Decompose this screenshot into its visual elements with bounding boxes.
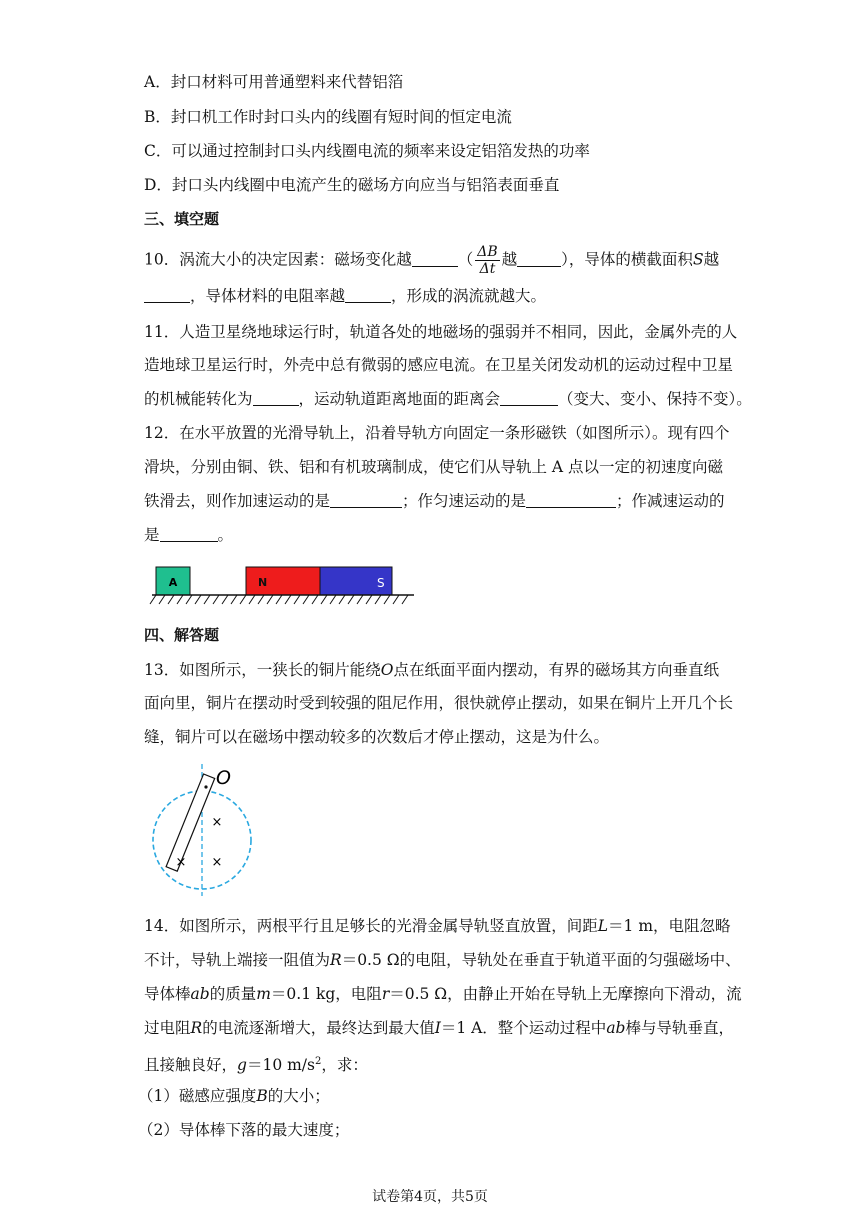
field-cross-mark: × [175,855,187,870]
question-10-line-2: ，导体材料的电阻率越 ，形成的涡流就越大。 [144,286,546,306]
question-14-line-1: 14．如图所示，两根平行且足够长的光滑金属导轨竖直放置，间距L＝1 m，电阻忽略 [144,917,731,935]
hatch-stroke [213,595,219,604]
hatch-stroke [222,595,228,604]
blank[interactable] [412,251,458,267]
hatch-stroke [240,595,246,604]
question-12-line-4: 是 。 [144,526,234,544]
field-cross-mark: × [211,815,223,830]
hatch-stroke [159,595,165,604]
rail-magnet-figure [148,562,418,608]
option-d: D．封口头内线圈中电流产生的磁场方向应当与铝箔表面垂直 [144,176,560,194]
blank[interactable] [345,287,391,303]
field-cross-mark: × [211,855,223,870]
question-14-line-2: 不计，导轨上端接一阻值为R＝0.5 Ω的电阻，导轨处在垂直于轨道平面的匀强磁场中、 [144,951,741,969]
hatch-stroke [339,595,345,604]
hatch-stroke [294,595,300,604]
hatch-stroke [177,595,183,604]
page-footer: 试卷第4页，共5页 [372,1189,488,1205]
pivot-point [204,785,207,788]
option-b: B．封口机工作时封口头内的线圈有短时间的恒定电流 [144,108,512,126]
hatch-stroke [375,595,381,604]
section-heading-answer: 四、解答题 [144,626,220,644]
blank[interactable] [253,390,299,406]
question-13-line-1: 13．如图所示，一狭长的铜片能绕O点在纸面平面内摆动，有界的磁场其方向垂直纸 [144,661,719,679]
hatch-stroke [321,595,327,604]
question-13-line-2: 面向里，铜片在摆动时受到较强的阻尼作用，很快就停止摆动，如果在铜片上开几个长 [144,694,734,712]
question-14-line-4: 过电阻R的电流逐渐增大，最终达到最大值I＝1 A．整个运动过程中ab棒与导轨垂直， [144,1019,734,1037]
question-12-line-1: 12．在水平放置的光滑导轨上，沿着导轨方向固定一条形磁铁（如图所示）。现有四个 [144,424,730,442]
option-a: A．封口材料可用普通塑料来代替铝箔 [144,73,404,91]
hatch-stroke [276,595,282,604]
magnet-s-label: S [377,576,385,590]
question-14-sub-1: （1）磁感应强度B的大小； [138,1087,330,1105]
blank[interactable] [144,287,190,303]
blank[interactable] [500,390,558,406]
hatch-stroke [348,595,354,604]
blank[interactable] [330,492,402,508]
block-a [156,567,190,595]
hatch-stroke [204,595,210,604]
hatch-stroke [357,595,363,604]
question-12-line-2: 滑块，分别由铜、铁、铝和有机玻璃制成，使它们从导轨上 A 点以一定的初速度向磁 [144,458,724,476]
hatch-stroke [366,595,372,604]
question-12-line-3: 铁滑去，则作加速运动的是 ；作匀速运动的是 ；作减速运动的 [144,492,725,510]
hatch-stroke [195,595,201,604]
magnet-s-pole [320,567,392,595]
option-c: C．可以通过控制封口头内线圈电流的频率来设定铝箔发热的功率 [144,142,590,160]
blank[interactable] [526,492,616,508]
hatch-stroke [258,595,264,604]
question-11-line-2: 造地球卫星运行时，外壳中总有微弱的感应电流。在卫星关闭发动机的运动过程中卫星 [144,356,734,374]
copper-strip [166,774,215,871]
delta-b-over-delta-t-fraction: $\frac{\Delta B}{\Delta t}$ [477,244,498,277]
hatch-stroke [186,595,192,604]
hatch-stroke [168,595,174,604]
hatch-stroke [285,595,291,604]
hatch-stroke [384,595,390,604]
hatch-stroke [303,595,309,604]
hatch-stroke [312,595,318,604]
hatch-stroke [150,595,156,604]
hatch-stroke [231,595,237,604]
blank[interactable] [517,251,561,267]
block-a-label: A [168,576,178,589]
question-13-line-3: 缝，铜片可以在磁场中摆动较多的次数后才停止摆动，这是为什么。 [144,728,610,746]
section-heading-fill-in: 三、填空题 [144,210,220,228]
question-11-line-3: 的机械能转化为 ，运动轨道距离地面的距离会 （变大、变小、保持不变）。 [144,390,752,408]
question-14-line-3: 导体棒ab的质量m＝0.1 kg，电阻r＝0.5 Ω，由静止开始在导轨上无摩擦向下滑动，流 [144,985,742,1003]
hatch-stroke [330,595,336,604]
question-10-line-1: 10．涡流大小的决定因素：磁场变化越 （ $\frac{\Delta B}{\Delta t}$ 越 ），导体的横截面积S越 [144,244,720,277]
hatch-stroke [402,595,408,604]
hatch-stroke [249,595,255,604]
ground-hatching [150,595,408,604]
magnet-n-pole [246,567,320,595]
hatch-stroke [393,595,399,604]
pivot-label-o: O [216,767,231,789]
hatch-stroke [267,595,273,604]
copper-strip-figure [140,758,270,898]
question-14-sub-2: （2）导体棒下落的最大速度； [138,1121,350,1139]
blank[interactable] [160,526,218,542]
magnet-n-label: N [258,576,268,589]
question-14-line-5: 且接触良好，g＝10 $m/s^2$，求： [144,1056,368,1075]
question-11-line-1: 11．人造卫星绕地球运行时，轨道各处的地磁场的强弱并不相同，因此，金属外壳的人 [144,323,738,341]
